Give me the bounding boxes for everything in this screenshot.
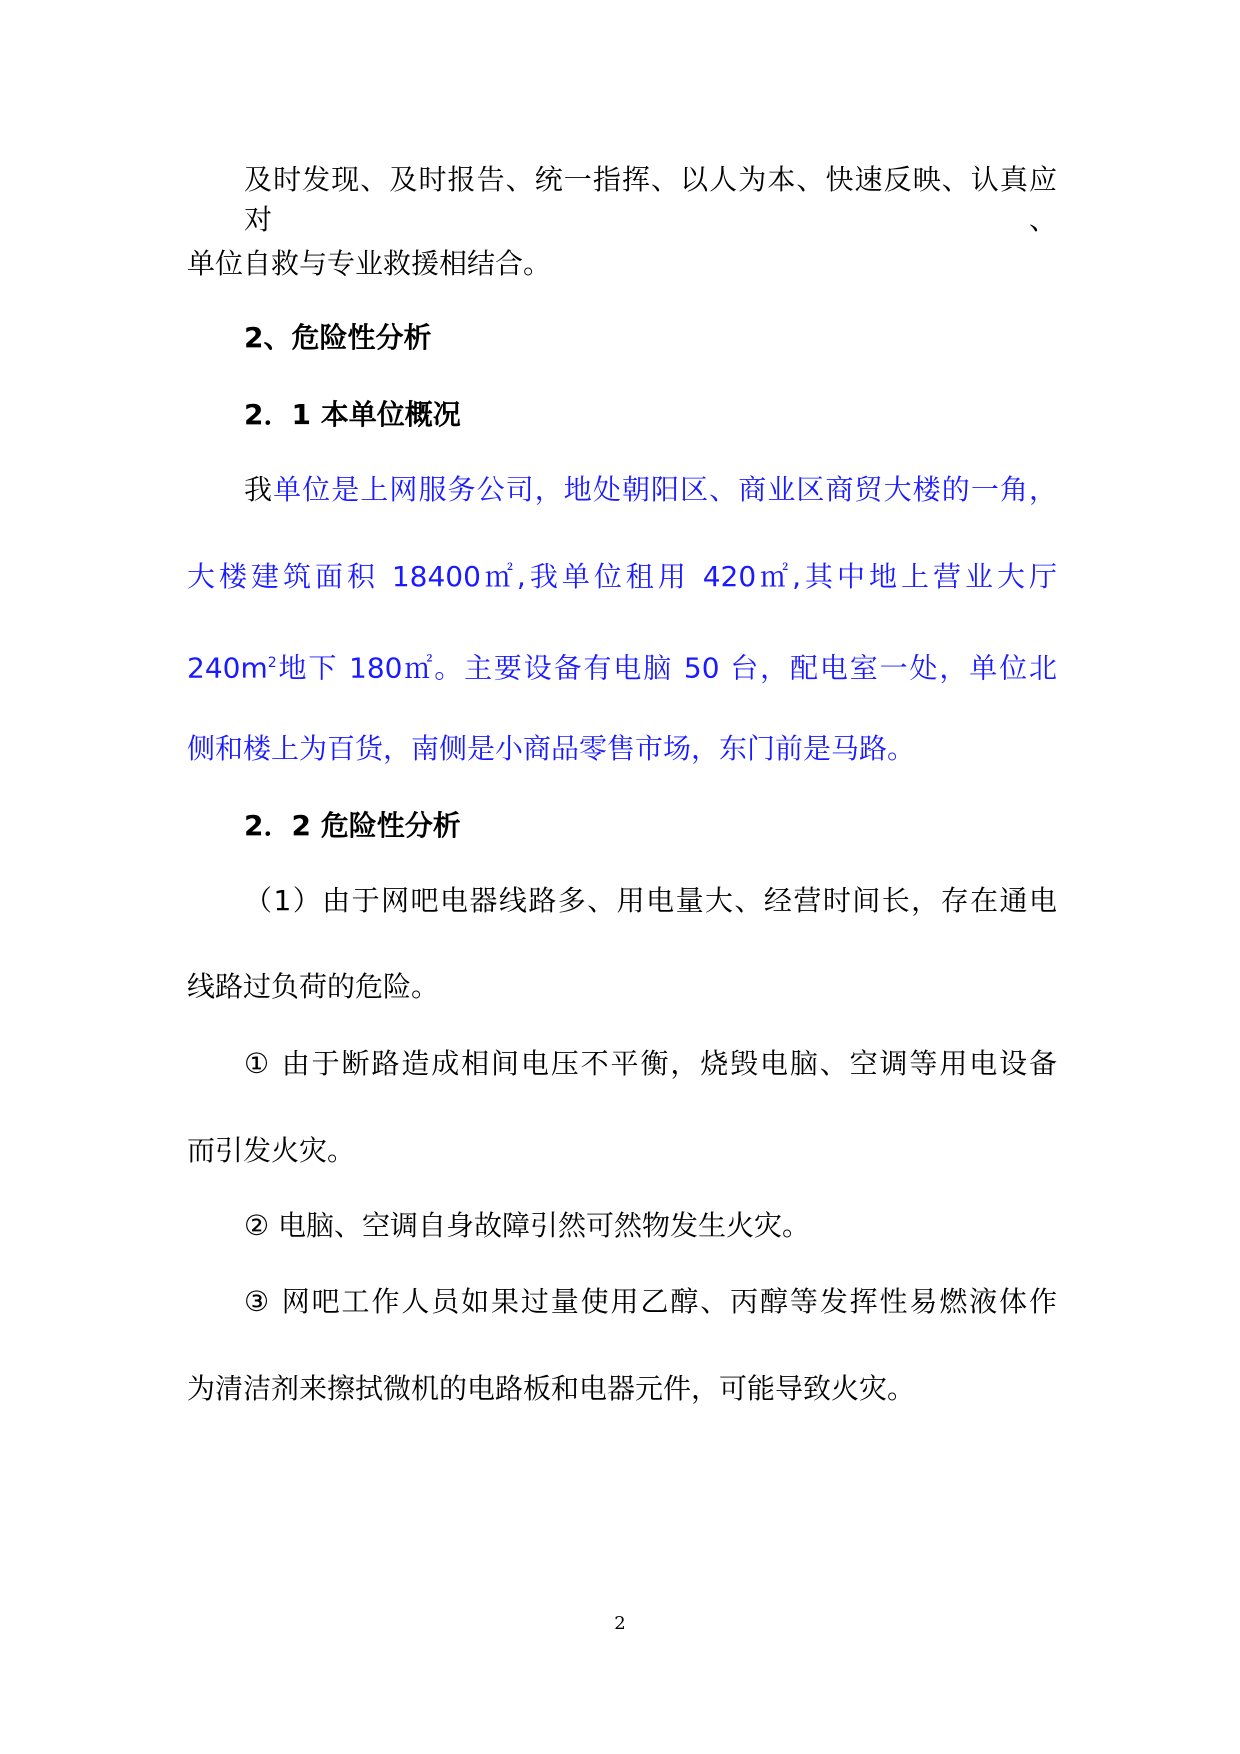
paragraph-risk-1-line-2: 线路过负荷的危险。 (187, 970, 440, 1003)
paragraph-risk-item-2: ② 电脑、空调自身故障引然可然物发生火灾。 (244, 1209, 811, 1242)
paragraph-risk-item-3-line-2: 为清洁剂来擦拭微机的电路板和电器元件，可能导致火灾。 (187, 1372, 916, 1405)
overview-first-char: 我 (244, 473, 274, 506)
overview-line-3-text: 地下 180㎡。主要设备有电脑 50 台，配电室一处，单位北 (276, 651, 1057, 685)
paragraph-principles-line-1: 及时发现、及时报告、统一指挥、以人为本、快速反映、认真应对、 (244, 163, 1057, 236)
heading-hazard-analysis: 2、危险性分析 (244, 321, 432, 354)
paragraph-risk-item-3-line-1: ③ 网吧工作人员如果过量使用乙醇、丙醇等发挥性易燃液体作 (244, 1285, 1057, 1318)
overview-line-1-text: 单位是上网服务公司，地处朝阳区、商业区商贸大楼的一角， (273, 473, 1057, 506)
paragraph-overview-line-4: 侧和楼上为百货，南侧是小商品零售市场，东门前是马路。 (187, 732, 916, 765)
paragraph-risk-1-line-1: （1）由于网吧电器线路多、用电量大、经营时间长，存在通电 (244, 884, 1057, 917)
paragraph-risk-item-1-line-1: ① 由于断路造成相间电压不平衡，烧毁电脑、空调等用电设备 (244, 1047, 1057, 1080)
overview-area-value: 240m (187, 651, 268, 685)
paragraph-overview-line-2: 大楼建筑面积 18400㎡,我单位租用 420㎡,其中地上营业大厅 (187, 560, 1057, 593)
paragraph-overview-line-3 (187, 643, 1057, 683)
heading-unit-overview: 2．1 本单位概况 (244, 398, 461, 431)
paragraph-risk-item-1-line-2: 而引发火灾。 (187, 1134, 356, 1167)
heading-hazard-detail: 2．2 危险性分析 (244, 809, 461, 842)
paragraph-principles-line-2: 单位自救与专业救援相结合。 (187, 247, 552, 280)
page-number: 2 (614, 1613, 626, 1634)
paragraph-overview-line-1 (244, 470, 1057, 510)
overview-area-superscript: 2 (267, 655, 277, 671)
